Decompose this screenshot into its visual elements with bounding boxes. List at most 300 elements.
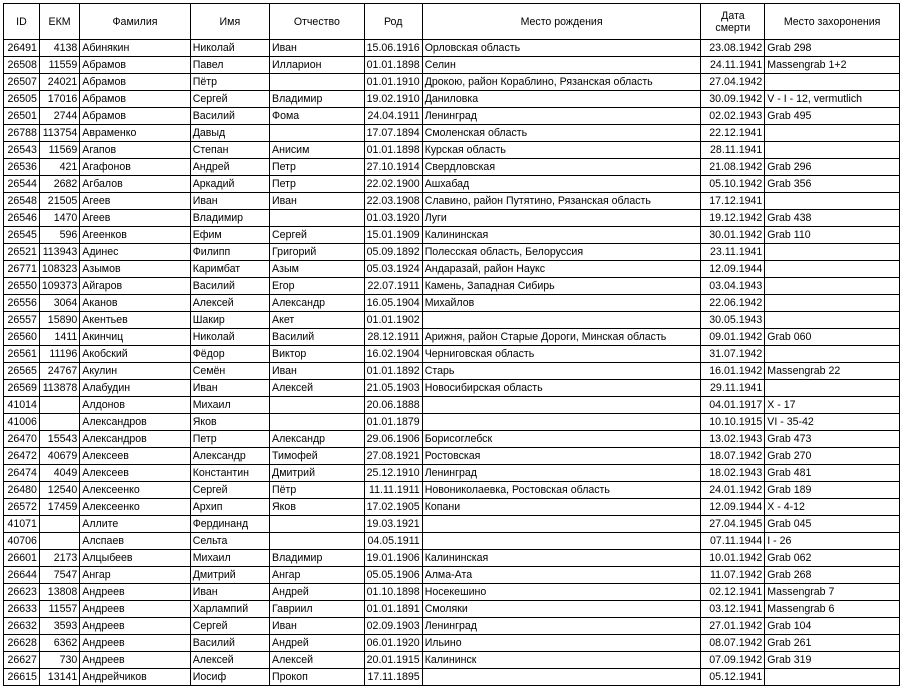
cell-id: 26565: [4, 363, 40, 380]
table-row: [4, 125, 900, 142]
cell-burial-place: Grab 495: [765, 108, 900, 125]
cell-patronymic: Яков: [270, 499, 365, 516]
cell-birth-date: 05.03.1924: [364, 261, 422, 278]
cell-first-name: Александр: [190, 448, 269, 465]
cell-birthplace: Камень, Западная Сибирь: [422, 278, 701, 295]
cell-birthplace: Носекешино: [422, 584, 701, 601]
cell-patronymic: Акет: [270, 312, 365, 329]
cell-id: 26472: [4, 448, 40, 465]
cell-id: 26569: [4, 380, 40, 397]
table-row: [4, 278, 900, 295]
cell-burial-place: [765, 125, 900, 142]
cell-first-name: Константин: [190, 465, 269, 482]
cell-death-date: 30.05.1943: [701, 312, 765, 329]
cell-ekm: 11557: [39, 601, 79, 618]
cell-surname: Андреев: [80, 635, 190, 652]
cell-birthplace: Славино, район Путятино, Рязанская область: [422, 193, 701, 210]
cell-patronymic: Алексей: [270, 380, 365, 397]
cell-birthplace: Арижня, район Старые Дороги, Минская область: [422, 329, 701, 346]
cell-first-name: Иван: [190, 380, 269, 397]
cell-id: 26627: [4, 652, 40, 669]
cell-id: 26536: [4, 159, 40, 176]
cell-id: 41014: [4, 397, 40, 414]
cell-surname: Азымов: [80, 261, 190, 278]
cell-birth-date: 15.06.1916: [364, 40, 422, 57]
burial-register-table: [3, 3, 900, 686]
cell-birth-date: 19.02.1910: [364, 91, 422, 108]
cell-birthplace: Курская область: [422, 142, 701, 159]
cell-death-date: 24.11.1941: [701, 57, 765, 74]
cell-patronymic: Фома: [270, 108, 365, 125]
cell-birthplace: Ленинград: [422, 108, 701, 125]
cell-birth-date: 17.11.1895: [364, 669, 422, 686]
cell-surname: Акинчиц: [80, 329, 190, 346]
cell-first-name: Фёдор: [190, 346, 269, 363]
cell-id: 40706: [4, 533, 40, 550]
cell-surname: Агбалов: [80, 176, 190, 193]
cell-death-date: 11.07.1942: [701, 567, 765, 584]
cell-burial-place: Grab 270: [765, 448, 900, 465]
header-row: [4, 4, 900, 40]
header-death-date: Дата смерти: [701, 4, 765, 40]
cell-birthplace: Дрокою, район Кораблино, Рязанская область: [422, 74, 701, 91]
cell-id: 26543: [4, 142, 40, 159]
cell-first-name: Иосиф: [190, 669, 269, 686]
cell-birth-date: 02.09.1903: [364, 618, 422, 635]
cell-death-date: 23.11.1941: [701, 244, 765, 261]
cell-burial-place: Grab 481: [765, 465, 900, 482]
table-row: [4, 363, 900, 380]
cell-ekm: 2682: [39, 176, 79, 193]
cell-id: 41006: [4, 414, 40, 431]
table-row: [4, 312, 900, 329]
cell-burial-place: X - 17: [765, 397, 900, 414]
table-row: [4, 635, 900, 652]
cell-id: 26474: [4, 465, 40, 482]
cell-first-name: Николай: [190, 329, 269, 346]
cell-surname: Абинякин: [80, 40, 190, 57]
cell-birth-date: 19.01.1906: [364, 550, 422, 567]
cell-birthplace: Алма-Ата: [422, 567, 701, 584]
cell-id: 26601: [4, 550, 40, 567]
cell-patronymic: Прокоп: [270, 669, 365, 686]
cell-id: 26550: [4, 278, 40, 295]
cell-burial-place: Grab 189: [765, 482, 900, 499]
cell-id: 26788: [4, 125, 40, 142]
cell-first-name: Сергей: [190, 91, 269, 108]
table-row: [4, 159, 900, 176]
cell-first-name: Иван: [190, 193, 269, 210]
cell-first-name: Яков: [190, 414, 269, 431]
cell-id: 26561: [4, 346, 40, 363]
cell-id: 26545: [4, 227, 40, 244]
cell-surname: Адинес: [80, 244, 190, 261]
table-row: [4, 91, 900, 108]
cell-birthplace: Ильино: [422, 635, 701, 652]
cell-first-name: Харлампий: [190, 601, 269, 618]
cell-ekm: 21505: [39, 193, 79, 210]
cell-burial-place: Massengrab 6: [765, 601, 900, 618]
cell-birth-date: 16.05.1904: [364, 295, 422, 312]
cell-id: 26771: [4, 261, 40, 278]
cell-patronymic: Василий: [270, 329, 365, 346]
cell-ekm: 24021: [39, 74, 79, 91]
cell-birthplace: [422, 312, 701, 329]
cell-burial-place: [765, 346, 900, 363]
cell-burial-place: Grab 268: [765, 567, 900, 584]
table-row: [4, 448, 900, 465]
cell-first-name: Василий: [190, 635, 269, 652]
cell-patronymic: Петр: [270, 159, 365, 176]
cell-death-date: 18.02.1943: [701, 465, 765, 482]
cell-patronymic: Виктор: [270, 346, 365, 363]
cell-birth-date: 22.03.1908: [364, 193, 422, 210]
cell-id: 41071: [4, 516, 40, 533]
cell-birthplace: Смоленская область: [422, 125, 701, 142]
cell-burial-place: X - 4-12: [765, 499, 900, 516]
cell-patronymic: Владимир: [270, 550, 365, 567]
cell-id: 26470: [4, 431, 40, 448]
cell-ekm: 3064: [39, 295, 79, 312]
cell-ekm: 109373: [39, 278, 79, 295]
cell-patronymic: [270, 125, 365, 142]
cell-patronymic: [270, 74, 365, 91]
cell-ekm: 13141: [39, 669, 79, 686]
cell-burial-place: [765, 244, 900, 261]
cell-first-name: Степан: [190, 142, 269, 159]
cell-birth-date: 05.05.1906: [364, 567, 422, 584]
cell-death-date: 02.02.1943: [701, 108, 765, 125]
cell-ekm: 40679: [39, 448, 79, 465]
cell-death-date: 04.01.1917: [701, 397, 765, 414]
cell-birth-date: 27.10.1914: [364, 159, 422, 176]
cell-birthplace: Орловская область: [422, 40, 701, 57]
table-row: [4, 567, 900, 584]
cell-surname: Агеенков: [80, 227, 190, 244]
cell-first-name: Сельта: [190, 533, 269, 550]
cell-surname: Александров: [80, 414, 190, 431]
cell-burial-place: Grab 319: [765, 652, 900, 669]
cell-birth-date: 01.01.1898: [364, 57, 422, 74]
cell-ekm: 730: [39, 652, 79, 669]
table-row: [4, 176, 900, 193]
cell-first-name: Сергей: [190, 618, 269, 635]
cell-birth-date: 20.06.1888: [364, 397, 422, 414]
cell-burial-place: VI - 35-42: [765, 414, 900, 431]
cell-patronymic: Андрей: [270, 584, 365, 601]
cell-death-date: 03.04.1943: [701, 278, 765, 295]
cell-surname: Абрамов: [80, 57, 190, 74]
cell-death-date: 12.09.1944: [701, 499, 765, 516]
header-birthplace: Место рождения: [422, 4, 701, 40]
cell-first-name: Пётр: [190, 74, 269, 91]
cell-id: 26480: [4, 482, 40, 499]
header-birth-date: Род: [364, 4, 422, 40]
cell-surname: Алцыбеев: [80, 550, 190, 567]
cell-birthplace: Полесская область, Белоруссия: [422, 244, 701, 261]
cell-surname: Абрамов: [80, 108, 190, 125]
header-burial-place: Место захоронения: [765, 4, 900, 40]
cell-death-date: 03.12.1941: [701, 601, 765, 618]
cell-death-date: 29.11.1941: [701, 380, 765, 397]
cell-birth-date: 01.01.1892: [364, 363, 422, 380]
cell-surname: Александров: [80, 431, 190, 448]
cell-surname: Андреев: [80, 652, 190, 669]
cell-id: 26505: [4, 91, 40, 108]
cell-birth-date: 29.06.1906: [364, 431, 422, 448]
table-row: [4, 533, 900, 550]
cell-first-name: Сергей: [190, 482, 269, 499]
cell-birthplace: Новосибирская область: [422, 380, 701, 397]
cell-id: 26501: [4, 108, 40, 125]
cell-burial-place: [765, 261, 900, 278]
table-row: [4, 550, 900, 567]
cell-birthplace: [422, 516, 701, 533]
cell-death-date: 07.11.1944: [701, 533, 765, 550]
cell-ekm: 11196: [39, 346, 79, 363]
cell-death-date: 09.01.1942: [701, 329, 765, 346]
cell-birth-date: 01.01.1891: [364, 601, 422, 618]
cell-patronymic: Егор: [270, 278, 365, 295]
cell-first-name: Ефим: [190, 227, 269, 244]
table-row: [4, 142, 900, 159]
table-row: [4, 431, 900, 448]
cell-ekm: 15543: [39, 431, 79, 448]
table-row: [4, 601, 900, 618]
cell-first-name: Василий: [190, 108, 269, 125]
cell-patronymic: Александр: [270, 295, 365, 312]
cell-birthplace: Копани: [422, 499, 701, 516]
cell-burial-place: [765, 380, 900, 397]
cell-ekm: 596: [39, 227, 79, 244]
cell-ekm: 3593: [39, 618, 79, 635]
cell-birth-date: 01.01.1879: [364, 414, 422, 431]
cell-patronymic: Ангар: [270, 567, 365, 584]
cell-burial-place: Grab 298: [765, 40, 900, 57]
table-body: [4, 40, 900, 686]
cell-first-name: Шакир: [190, 312, 269, 329]
table-row: [4, 397, 900, 414]
table-row: [4, 499, 900, 516]
cell-patronymic: Сергей: [270, 227, 365, 244]
cell-birth-date: 06.01.1920: [364, 635, 422, 652]
cell-id: 26628: [4, 635, 40, 652]
cell-id: 26508: [4, 57, 40, 74]
cell-birth-date: 21.05.1903: [364, 380, 422, 397]
table-row: [4, 261, 900, 278]
cell-birthplace: Михайлов: [422, 295, 701, 312]
cell-surname: Ангар: [80, 567, 190, 584]
cell-patronymic: Пётр: [270, 482, 365, 499]
cell-death-date: 31.07.1942: [701, 346, 765, 363]
cell-death-date: 05.12.1941: [701, 669, 765, 686]
cell-first-name: Семён: [190, 363, 269, 380]
cell-ekm: 421: [39, 159, 79, 176]
table-row: [4, 227, 900, 244]
table-row: [4, 295, 900, 312]
cell-surname: Агапов: [80, 142, 190, 159]
cell-birth-date: 25.12.1910: [364, 465, 422, 482]
cell-ekm: 1411: [39, 329, 79, 346]
cell-first-name: Филипп: [190, 244, 269, 261]
cell-birth-date: 01.01.1910: [364, 74, 422, 91]
cell-patronymic: Иван: [270, 363, 365, 380]
cell-first-name: Архип: [190, 499, 269, 516]
cell-burial-place: Grab 060: [765, 329, 900, 346]
cell-burial-place: Massengrab 7: [765, 584, 900, 601]
cell-birthplace: Ашхабад: [422, 176, 701, 193]
cell-first-name: Иван: [190, 584, 269, 601]
cell-death-date: 27.04.1942: [701, 74, 765, 91]
cell-id: 26507: [4, 74, 40, 91]
cell-death-date: 18.07.1942: [701, 448, 765, 465]
cell-birthplace: Даниловка: [422, 91, 701, 108]
cell-surname: Алспаев: [80, 533, 190, 550]
cell-birthplace: Новониколаевка, Ростовская область: [422, 482, 701, 499]
cell-birth-date: 04.05.1911: [364, 533, 422, 550]
cell-first-name: Дмитрий: [190, 567, 269, 584]
cell-surname: Агеев: [80, 210, 190, 227]
cell-first-name: Петр: [190, 431, 269, 448]
cell-ekm: [39, 533, 79, 550]
table-row: [4, 193, 900, 210]
cell-patronymic: Андрей: [270, 635, 365, 652]
cell-first-name: Алексей: [190, 652, 269, 669]
cell-ekm: [39, 516, 79, 533]
cell-death-date: 02.12.1941: [701, 584, 765, 601]
cell-first-name: Давыд: [190, 125, 269, 142]
cell-first-name: Андрей: [190, 159, 269, 176]
table-row: [4, 482, 900, 499]
table-row: [4, 652, 900, 669]
cell-patronymic: [270, 516, 365, 533]
cell-birth-date: 15.01.1909: [364, 227, 422, 244]
cell-birth-date: 24.04.1911: [364, 108, 422, 125]
cell-surname: Акентьев: [80, 312, 190, 329]
cell-birth-date: 11.11.1911: [364, 482, 422, 499]
cell-patronymic: [270, 414, 365, 431]
cell-birthplace: [422, 414, 701, 431]
cell-ekm: 1470: [39, 210, 79, 227]
cell-birth-date: 17.07.1894: [364, 125, 422, 142]
cell-burial-place: Massengrab 22: [765, 363, 900, 380]
table-row: [4, 57, 900, 74]
cell-burial-place: [765, 278, 900, 295]
cell-ekm: 2173: [39, 550, 79, 567]
cell-burial-place: Grab 062: [765, 550, 900, 567]
table-row: [4, 465, 900, 482]
cell-ekm: 11559: [39, 57, 79, 74]
cell-ekm: 13808: [39, 584, 79, 601]
cell-ekm: 17016: [39, 91, 79, 108]
cell-death-date: 13.02.1943: [701, 431, 765, 448]
cell-surname: Алексеев: [80, 465, 190, 482]
cell-death-date: 10.10.1915: [701, 414, 765, 431]
cell-surname: Андреев: [80, 601, 190, 618]
cell-surname: Аллите: [80, 516, 190, 533]
cell-birthplace: Андаразай, район Наукс: [422, 261, 701, 278]
cell-death-date: 12.09.1944: [701, 261, 765, 278]
cell-death-date: 16.01.1942: [701, 363, 765, 380]
cell-first-name: Павел: [190, 57, 269, 74]
cell-surname: Алабудин: [80, 380, 190, 397]
cell-id: 26491: [4, 40, 40, 57]
cell-ekm: 2744: [39, 108, 79, 125]
cell-birthplace: Ленинград: [422, 618, 701, 635]
cell-first-name: Михаил: [190, 550, 269, 567]
cell-patronymic: Иван: [270, 40, 365, 57]
cell-patronymic: Петр: [270, 176, 365, 193]
cell-patronymic: [270, 210, 365, 227]
cell-birth-date: 19.03.1921: [364, 516, 422, 533]
cell-first-name: Владимир: [190, 210, 269, 227]
table-row: [4, 346, 900, 363]
cell-surname: Алдонов: [80, 397, 190, 414]
table-row: [4, 40, 900, 57]
cell-birthplace: Черниговская область: [422, 346, 701, 363]
cell-birth-date: 01.10.1898: [364, 584, 422, 601]
cell-patronymic: Тимофей: [270, 448, 365, 465]
cell-ekm: 12540: [39, 482, 79, 499]
table-row: [4, 74, 900, 91]
header-surname: Фамилия: [80, 4, 190, 40]
cell-burial-place: Grab 438: [765, 210, 900, 227]
cell-birthplace: Свердловская: [422, 159, 701, 176]
cell-surname: Андреев: [80, 618, 190, 635]
cell-death-date: 27.01.1942: [701, 618, 765, 635]
table-row: [4, 210, 900, 227]
cell-surname: Алексеенко: [80, 499, 190, 516]
cell-id: 26644: [4, 567, 40, 584]
cell-birthplace: Калининск: [422, 652, 701, 669]
cell-id: 26615: [4, 669, 40, 686]
cell-burial-place: [765, 74, 900, 91]
cell-id: 26572: [4, 499, 40, 516]
cell-id: 26521: [4, 244, 40, 261]
cell-id: 26632: [4, 618, 40, 635]
cell-ekm: 7547: [39, 567, 79, 584]
cell-death-date: 10.01.1942: [701, 550, 765, 567]
table-row: [4, 618, 900, 635]
table-row: [4, 380, 900, 397]
cell-birthplace: Смоляки: [422, 601, 701, 618]
cell-birth-date: 28.12.1911: [364, 329, 422, 346]
cell-birthplace: Борисоглебск: [422, 431, 701, 448]
header-id: ID: [4, 4, 40, 40]
cell-birthplace: [422, 397, 701, 414]
table-row: [4, 108, 900, 125]
cell-surname: Акобский: [80, 346, 190, 363]
cell-first-name: Николай: [190, 40, 269, 57]
cell-burial-place: Grab 104: [765, 618, 900, 635]
header-first-name: Имя: [190, 4, 269, 40]
cell-birth-date: 17.02.1905: [364, 499, 422, 516]
cell-ekm: 24767: [39, 363, 79, 380]
cell-ekm: 17459: [39, 499, 79, 516]
cell-first-name: Михаил: [190, 397, 269, 414]
cell-patronymic: Гавриил: [270, 601, 365, 618]
cell-id: 26623: [4, 584, 40, 601]
cell-ekm: 113943: [39, 244, 79, 261]
cell-patronymic: [270, 397, 365, 414]
cell-first-name: Аркадий: [190, 176, 269, 193]
cell-patronymic: Анисим: [270, 142, 365, 159]
cell-burial-place: Grab 473: [765, 431, 900, 448]
cell-first-name: Каримбат: [190, 261, 269, 278]
cell-id: 26556: [4, 295, 40, 312]
cell-surname: Айгаров: [80, 278, 190, 295]
table-row: [4, 669, 900, 686]
